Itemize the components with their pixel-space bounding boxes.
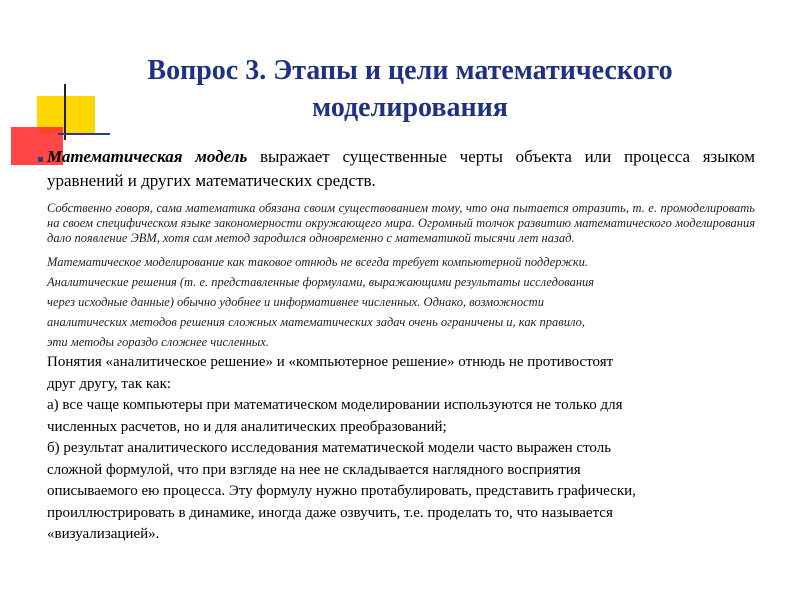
text-line: б) результат аналитического исследования математической модели часто выражен столь xyxy=(47,440,612,456)
decor-horizontal-line xyxy=(58,133,110,135)
text-line: сложной формулой, что при взгляде на нее не складывается наглядного восприятия xyxy=(47,461,581,478)
text-line: друг другу, так как: xyxy=(47,375,172,392)
italic-line: через исходные данные) обычно удобнее и информативнее численных. Однако, возможности xyxy=(47,295,544,309)
definition-term: Математическая модель xyxy=(47,147,248,166)
text-line: а) все чаще компьютеры при математическом моделировании используются не только для xyxy=(47,397,623,413)
slide-title: Вопрос 3. Этапы и цели математического моделирования xyxy=(147,55,673,123)
italic-line: Аналитические решения (т. е. представленные формулами, выражающими результаты исследования xyxy=(47,275,595,289)
text-line: «визуализацией». xyxy=(47,526,160,542)
text-line: описываемого ею процесса. Эту формулу нужно протабулировать, представить графически, xyxy=(47,483,636,499)
decor-vertical-line xyxy=(64,84,66,140)
slide-content xyxy=(47,145,755,546)
italic-line: эти методы гораздо сложнее численных. xyxy=(47,335,269,349)
definition-paragraph xyxy=(47,145,755,193)
definition-text: выражает существенные черты объекта или процесса языком уравнений и других математических средств. xyxy=(47,147,755,190)
text-line: Понятия «аналитическое решение» и «компьютерное решение» отнюдь не противостоят xyxy=(47,354,614,370)
italic-line: Математическое моделирование как таковое отнюдь не всегда требует компьютерной поддержки. xyxy=(47,255,589,269)
text-line: численных расчетов, но и для аналитических преобразований; xyxy=(47,418,447,435)
history-paragraph: Собственно говоря, сама математика обязана своим существованием тому, что она пытается отразить, т. е. промоделировать на своем специфическом языке закономерности окружающего мира. Огромный толчок развитию математического моделирования дало появление ЭВМ, хотя сам метод зародился одновременно с математикой тысячи лет назад. xyxy=(47,201,755,245)
bullet-icon xyxy=(38,157,43,162)
italic-line: аналитических методов решения сложных математических задач очень ограничены и, как правило, xyxy=(47,315,585,329)
text-line: проиллюстрировать в динамике, иногда даже озвучить, т.е. проделать то, что называется xyxy=(47,504,613,521)
